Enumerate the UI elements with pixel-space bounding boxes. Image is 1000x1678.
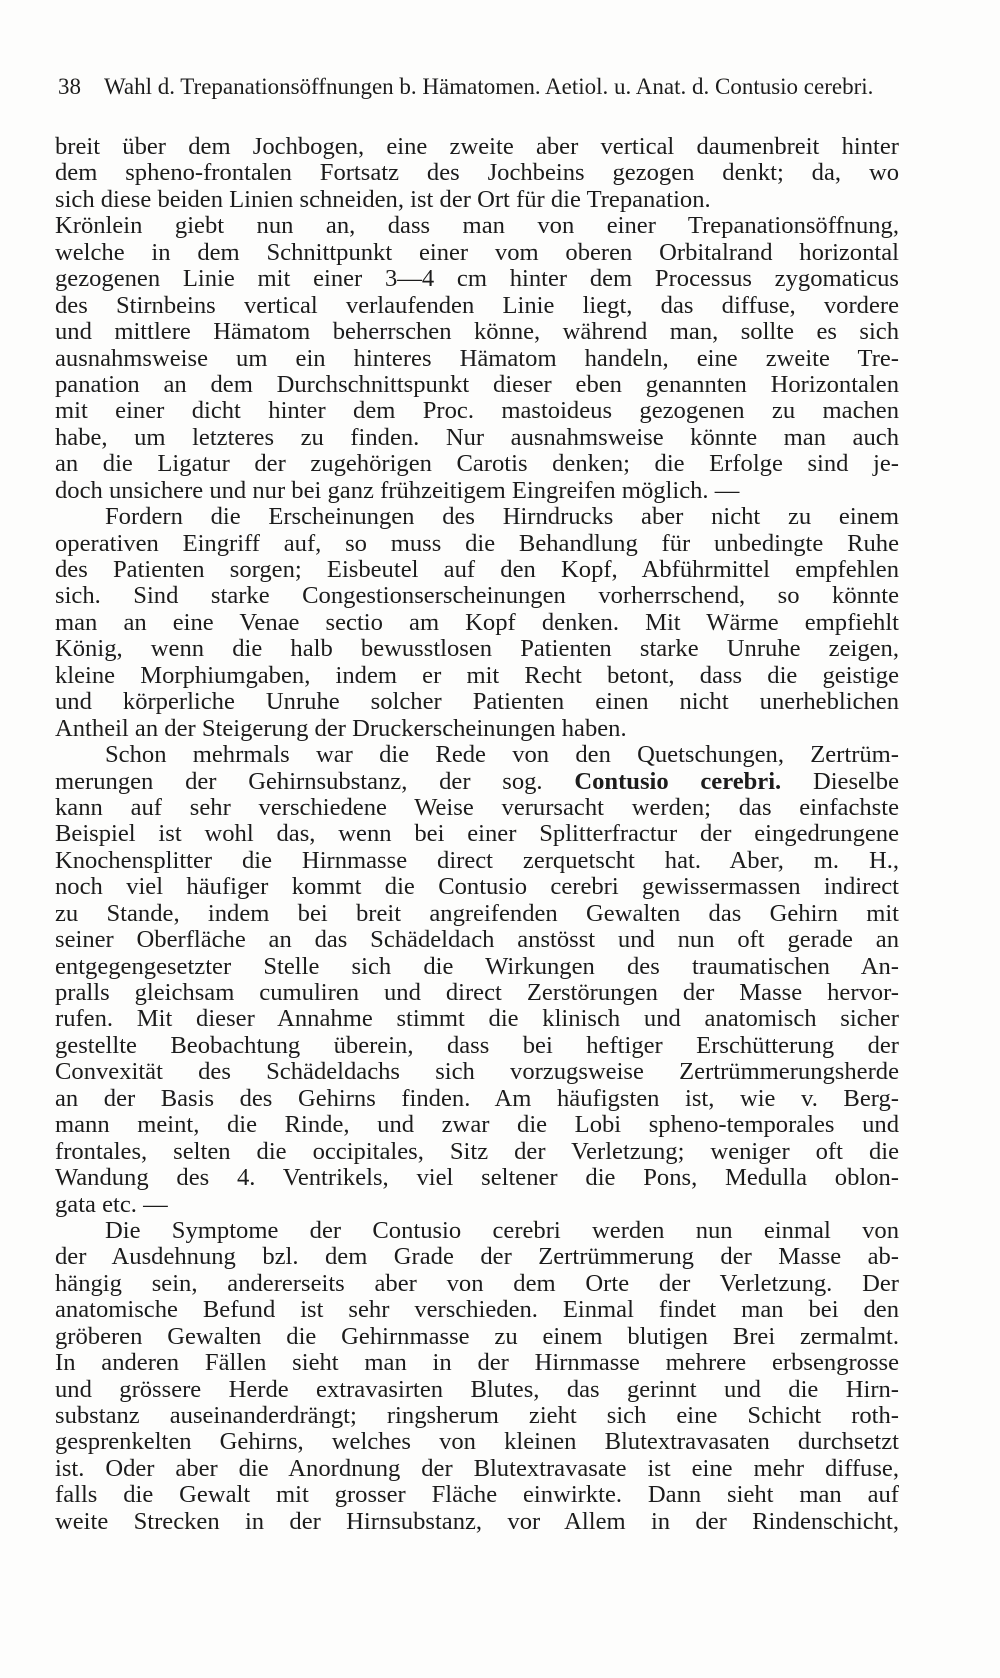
text-line: doch unsichere und nur bei ganz frühzeitigem Eingreifen möglich. — [55,476,740,504]
text-line: an die Ligatur der zugehörigen Carotis denken; die Erfolge sind je- [55,450,899,478]
text-line: substanz auseinanderdrängt; ringsherum zieht sich eine Schicht roth- [55,1402,899,1429]
text-line: König, wenn die halb bewusstlosen Patienten starke Unruhe zeigen, [55,635,899,663]
text-line: Die Symptome der Contusio cerebri werden nun einmal von [105,1216,899,1244]
text-line: gestellte Beobachtung überein, dass bei heftiger Erschütterung der [55,1031,899,1059]
text-line: Beispiel ist wohl das, wenn bei einer Splitterfractur der eingedrungene [55,820,899,848]
text-line: an der Basis des Gehirns finden. Am häufigsten ist, wie v. Berg- [55,1084,899,1112]
text-line: und körperliche Unruhe solcher Patienten einen nicht unerheblichen [55,688,899,716]
text-line: habe, um letzteres zu finden. Nur ausnahmsweise könnte man auch [55,423,899,451]
text-line: Krönlein giebt nun an, dass man von einer Trepanationsöffnung, [55,212,899,240]
text-line: gesprenkelten Gehirns, welches von kleinen Blutextravasaten durchsetzt [55,1428,899,1456]
text-line: sich diese beiden Linien schneiden, ist der Ort für die Trepanation. [55,185,711,213]
text-line: und grössere Herde extravasirten Blutes, das gerinnt und die Hirn- [55,1375,899,1403]
text-line: falls die Gewalt mit grosser Fläche einwirkte. Dann sieht man auf [55,1481,899,1509]
text-line: rufen. Mit dieser Annahme stimmt die klinisch und anatomisch sicher [55,1005,899,1033]
line-text: Dieselbe [812,767,899,795]
text-line: man an eine Venae sectio am Kopf denken. Mit Wärme empfiehlt [55,608,899,636]
text-line: und mittlere Hämatom beherrschen könne, während man, sollte es sich [55,318,899,346]
text-line: Antheil an der Steigerung der Druckerscheinungen haben. [55,714,627,742]
text-line: operativen Eingriff auf, so muss die Behandlung für unbedingte Ruhe [55,529,899,557]
text-line: Convexität des Schädeldachs sich vorzugsweise Zertrümmerungsherde [55,1058,899,1086]
body-text [55,134,899,1535]
text-line: welche in dem Schnittpunkt einer vom oberen Orbitalrand horizontal [55,238,899,266]
text-line: entgegengesetzter Stelle sich die Wirkungen des traumatischen An- [55,952,899,980]
text-line: des Patienten sorgen; Eisbeutel auf den Kopf, Abführmittel empfehlen [55,556,899,583]
text-line: breit über dem Jochbogen, eine zweite aber vertical daumenbreit hinter [55,133,899,160]
text-line: des Stirnbeins vertical verlaufenden Linie liegt, das diffuse, vordere [55,291,899,319]
page-number: 38 [58,74,81,99]
text-line: Fordern die Erscheinungen des Hirndrucks aber nicht zu einem [105,503,899,531]
text-line: sich. Sind starke Congestionserscheinungen vorherrschend, so könnte [55,582,899,610]
text-line: Wandung des 4. Ventrikels, viel seltener die Pons, Medulla oblon- [55,1164,899,1192]
bold-term: Contusio cerebri. [574,767,782,795]
text-line: mit einer dicht hinter dem Proc. mastoideus gezogenen zu machen [55,397,899,425]
text-line: ist. Oder aber die Anordnung der Blutextravasate ist eine mehr diffuse, [55,1454,899,1482]
text-line: kann auf sehr verschiedene Weise verursacht werden; das einfachste [55,793,899,821]
text-line: seiner Oberfläche an das Schädeldach anstösst und nun oft gerade an [55,926,899,954]
text-line: gröberen Gewalten die Gehirnmasse zu einem blutigen Brei zermalmt. [55,1322,899,1350]
running-header [58,72,896,102]
text-line: der Ausdehnung bzl. dem Grade der Zertrümmerung der Masse ab- [55,1243,899,1271]
text-line: mann meint, die Rinde, und zwar die Lobi spheno-temporales und [55,1111,899,1139]
text-line: gezogenen Linie mit einer 3—4 cm hinter dem Processus zygomaticus [55,265,899,293]
text-line: Knochensplitter die Hirnmasse direct zerquetscht hat. Aber, m. H., [55,846,899,874]
text-line: Schon mehrmals war die Rede von den Quetschungen, Zertrüm- [105,741,899,769]
text-line: frontales, selten die occipitales, Sitz der Verletzung; weniger oft die [55,1137,899,1165]
text-line: gata etc. — [55,1190,168,1218]
text-line: zu Stande, indem bei breit angreifenden Gewalten das Gehirn mit [55,899,899,927]
text-line: dem spheno-frontalen Fortsatz des Jochbeins gezogen denkt; da, wo [55,159,899,187]
text-line: pralls gleichsam cumuliren und direct Zerstörungen der Masse hervor- [55,979,899,1006]
text-line-with-bold [55,769,899,795]
text-line: kleine Morphiumgaben, indem er mit Recht betont, dass die geistige [55,661,899,689]
text-line: ausnahmsweise um ein hinteres Hämatom handeln, eine zweite Tre- [55,344,899,372]
running-title: Wahl d. Trepanationsöffnungen b. Hämatomen. Aetiol. u. Anat. d. Contusio cerebri. [104,74,874,99]
text-line: weite Strecken in der Hirnsubstanz, vor Allem in der Rindenschicht, [55,1507,899,1535]
text-line: noch viel häufiger kommt die Contusio cerebri gewissermassen indirect [55,873,899,901]
text-line: In anderen Fällen sieht man in der Hirnmasse mehrere erbsengrosse [55,1349,899,1377]
line-text: merungen der Gehirnsubstanz, der sog. [55,767,543,795]
text-line: anatomische Befund ist sehr verschieden. Einmal findet man bei den [55,1296,899,1324]
text-line: hängig sein, andererseits aber von dem Orte der Verletzung. Der [55,1269,899,1297]
text-line: panation an dem Durchschnittspunkt dieser eben genannten Horizontalen [55,370,899,398]
